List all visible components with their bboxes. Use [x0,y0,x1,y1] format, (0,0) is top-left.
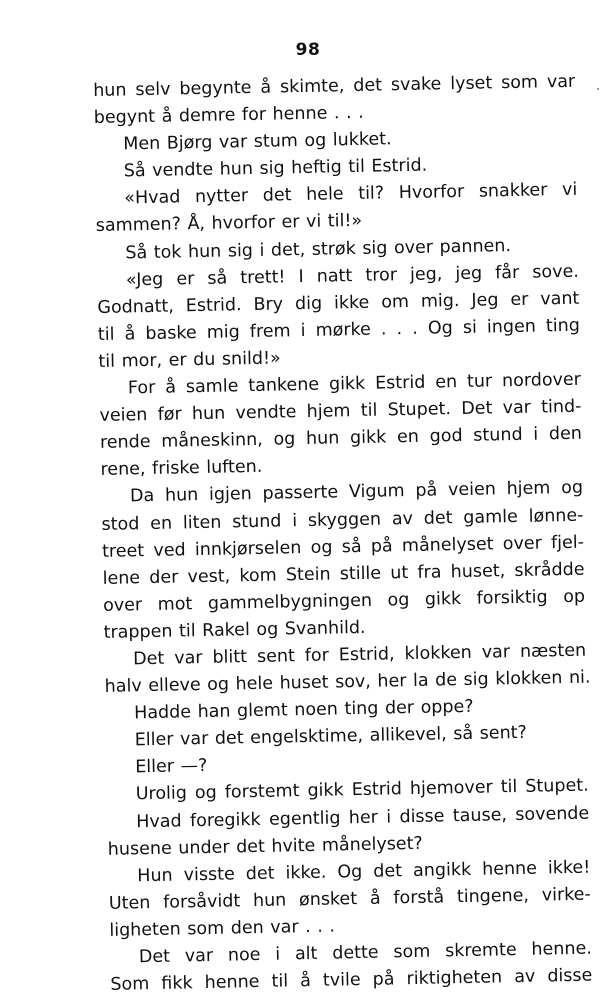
text-line: sammen? Å, hvorfor er vi til!» [95,211,363,237]
text-line: Det var blitt sent for Estrid, klokken var næsten [132,640,587,670]
text-line: Som fikk henne til å tvile på riktigheten av disse [110,965,593,995]
text-line: Det var noe i alt dette som skremte henne. [138,938,592,968]
body-text [93,69,593,999]
text-line: lene der vest, kom Stein stille ut fra huset, skrådde [102,559,585,589]
text-line: trappen til Rakel og Svanhild. [103,617,366,643]
text-line: Godnatt, Estrid. Bry dig ikke om mig. Jeg er vant [97,288,580,318]
text-line: Urolig og forstemt gikk Estrid hjemover til Stupet. [135,776,589,805]
print-speck [597,88,599,90]
text-line: rende måneskinn, og hun gikk en god stund i den [99,423,583,454]
text-line: over mot gammelbygningen og gikk forsiktig op [102,586,586,616]
page-number: 98 [295,40,321,60]
text-line: Eller var det engelsktime, allikevel, så sent? [134,723,528,751]
text-line: hun selv begynte å skimte, det svake lyset som var [93,71,576,101]
text-line: til mor, er du snild!» [98,348,281,372]
text-line: Så vendte hun sig heftig til Estrid. [123,155,428,182]
text-line: begynt å demre for henne . . . [93,102,364,129]
text-line: Eller —? [135,756,208,778]
text-line: Da hun igjen passerte Vigum på veien hjem og [129,478,584,507]
text-line: halv elleve og hele huset sov, her la de sig klokken ni. [104,667,591,697]
text-line: Hadde han glemt noen ting der oppe? [134,696,474,724]
text-line: stod en liten stund i skyggen av det gamle lønne- [101,505,584,535]
text-line: husene under det hvite månelyset? [107,833,423,860]
text-line: «Hvad nytter det hele til? Hvorfor snakker vi [124,180,578,209]
text-line: rene, friske luften. [100,457,263,481]
text-line: Så tok hun sig i det, strøk sig over pannen. [125,235,512,263]
text-line: til å baske mig frem i mørke . . . Og si ingen ting [97,315,581,345]
text-line: Hun visste det ikke. Og det angikk henne ikke! [137,857,591,887]
text-line: For å samle tankene gikk Estrid en tur nordover [127,369,582,399]
text-line: «Jeg er så trett! I natt tror jeg, jeg får sove. [125,261,579,291]
text-line: Uten forsåvidt hun ønsket å forstå tingene, virke- [108,884,591,914]
text-line: treet ved innkjørselen og så på månelyset over fjel- [101,532,585,562]
text-line: Hvad foregikk egentlig her i disse tause, sovende [136,803,590,832]
text-line: veien før hun vendte hjem til Stupet. Det var tind- [99,396,582,427]
text-line: ligheten som den var . . . [109,916,336,941]
text-line: Men Bjørg var stum og lukket. [123,129,392,155]
